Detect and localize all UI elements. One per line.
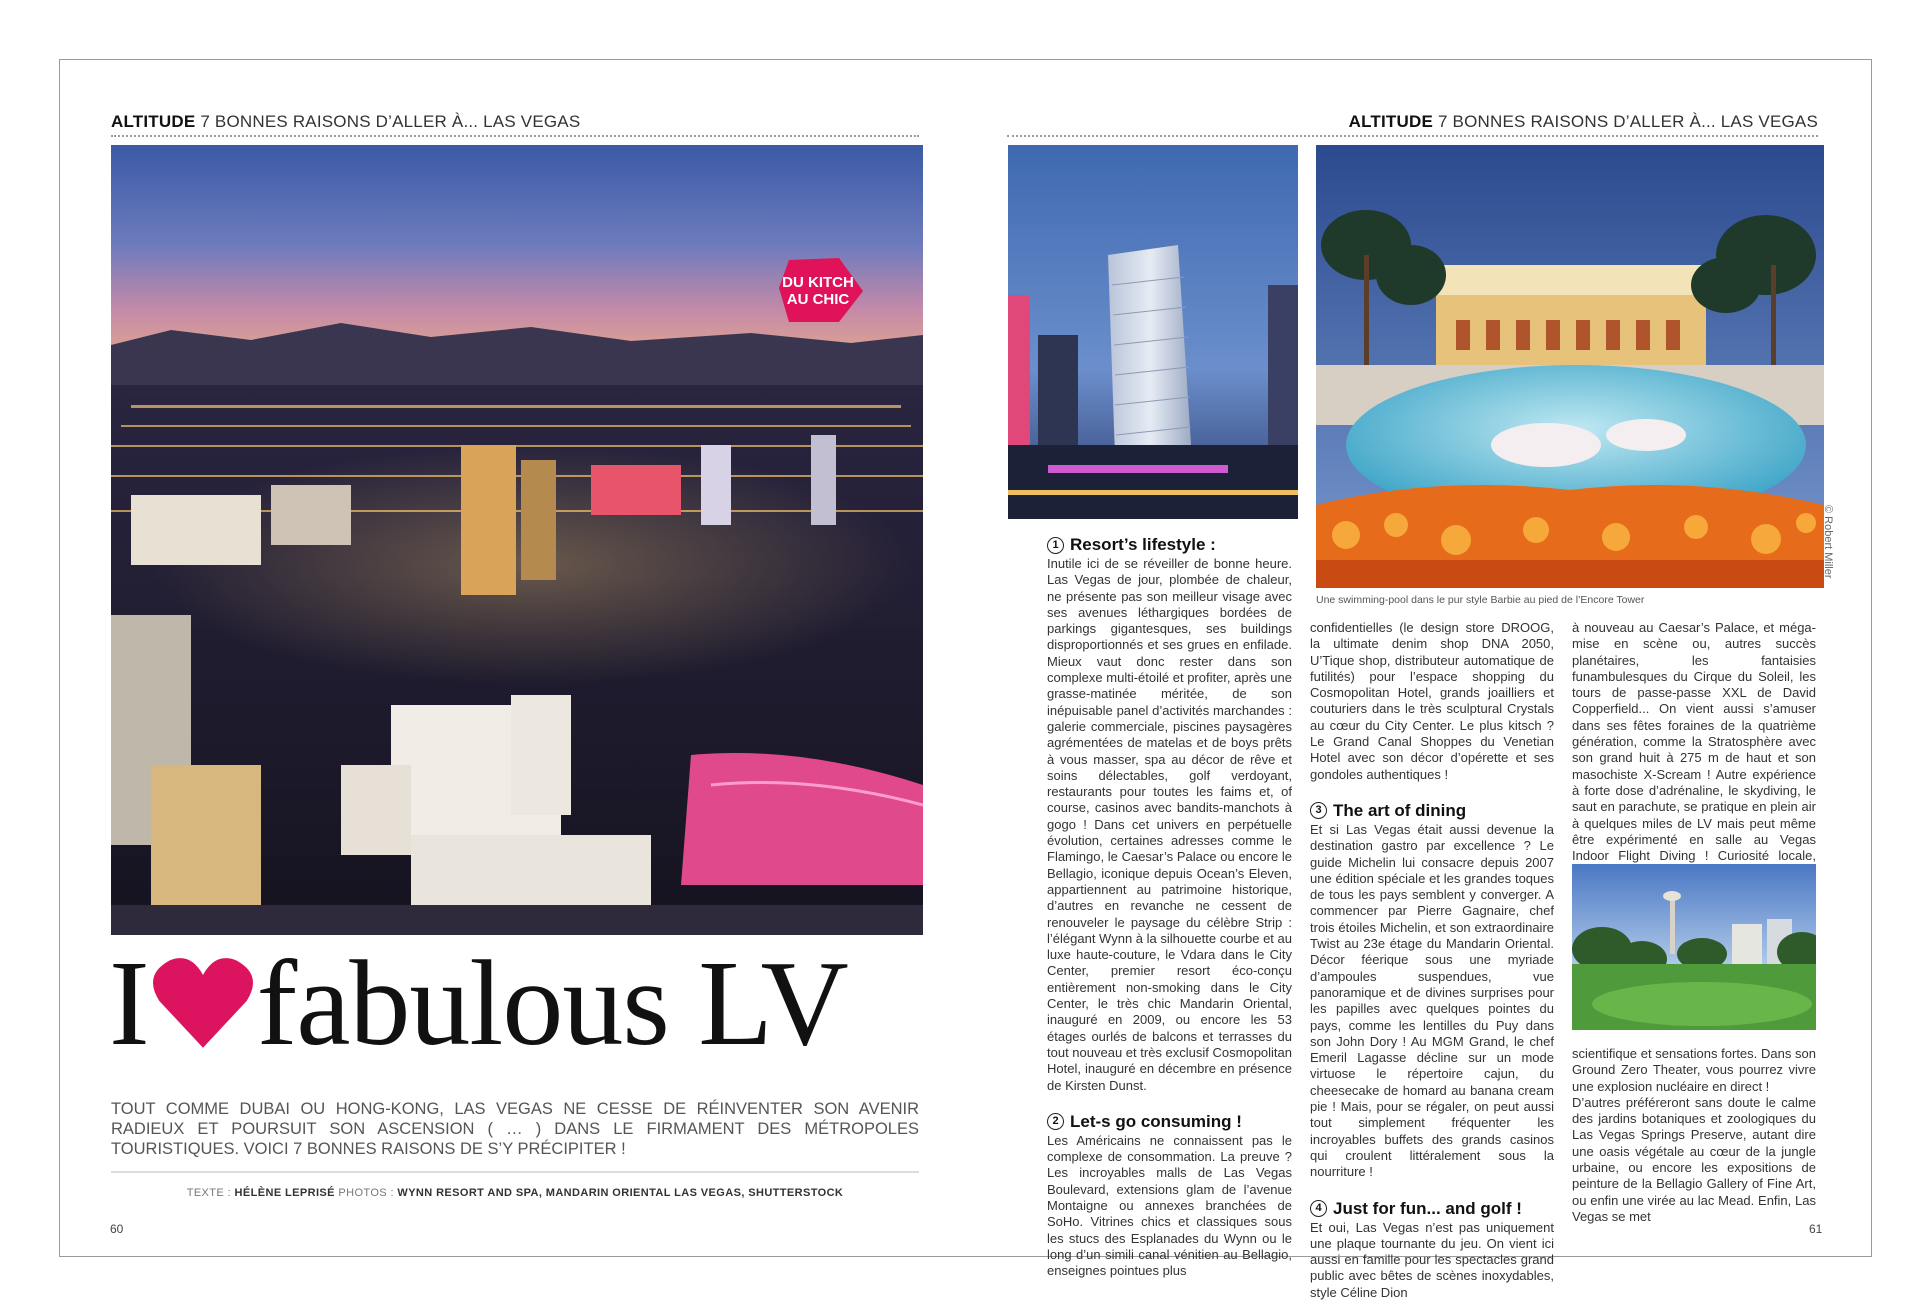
page-number-right: 61 [1809, 1222, 1823, 1236]
section-3-title [1310, 801, 1554, 821]
section-4-title [1310, 1199, 1554, 1219]
page-header-left [111, 112, 919, 137]
title-before: I [109, 936, 149, 1071]
header-section: ALTITUDE [1348, 112, 1434, 131]
encore-pool-photo [1316, 145, 1824, 588]
page-header-right [1007, 112, 1818, 137]
section-4-continuation-2: scientifique et sensations fortes. Dans son Ground Zero Theater, vous pourrez vivre une explosion nucléaire en direct ! [1572, 1046, 1816, 1094]
golf-course-photo [1572, 864, 1816, 1030]
section-3-body: Et si Las Vegas était aussi devenue la destination gastro par excellence ? Le guide Michelin lui consacre depuis 2007 une édition spéciale et les grandes toques de tous les pays semblent y converger. A commencer par Pierre Gagnaire, chef trois étoiles Michelin, et son extraordinaire Twist au 23e étage du Mandarin Oriental. Décor féerique sous une myriade d’ampoules suspendues, vue panoramique et de divines surprises pour les papilles avec quelques pointes du pays, comme les lentilles du Puy dans son John Dory ! Au MGM Grand, le chef Emeril Lagasse décline sur un mode virtuose le répertoire cajun, du cheesecake de homard au banana cream pie ! Mais, pour se régaler, on peut aussi tout simplement fréquenter les incroyables buffets des grands casinos qui croulent littéralement sous la nourriture ! [1310, 821, 1554, 1180]
section-4-continuation: à nouveau au Caesar’s Palace, et méga-mise en scène ou, autres succès planétaires, les fantaisies funambulesques du Cirque du Soleil, les tours de passe-passe XXL de David Copperfield... On vient aussi s’amuser dans ses fêtes foraines de la quatrième génération, comme la Stratosphère avec son grand huit à 275 m de haut et son masochiste X-Scream ! Autre expérience à forte dose d’adrénaline, le skydiving, le saut en parachute, se pratique en plein air à quelques miles de LV mais peut même être expérimenté en salle au Vegas Indoor Flight Diving ! Curiosité locale, [1572, 620, 1816, 864]
section-number: 1 [1047, 537, 1064, 554]
page-number-left: 60 [110, 1222, 124, 1236]
section-1-body: Inutile ici de se réveiller de bonne heure. Las Vegas de jour, plombée de chaleur, ne présente pas son meilleur visage avec ses avenues léthargiques bordées de parkings gigantesques, ses buildings disproportionnés et ses grues en enfilade. Mieux vaut donc rester dans son complexe multi-étoilé et profiter, après une grasse-matinée méritée, de son inépuisable panel d’activités marchandes : galerie commerciale, piscines paysagères agrémentées de matelas et de boys prêts à vous masser, spa au décor de rêve et soins délectables, golf verdoyant, restaurants pour toutes les faims et, of course, casinos avec bandits-manchots à gogo ! Dans cet univers en perpétuelle évolution, certaines adresses comme le Flamingo, le Caesar’s Palace ou encore le Bellagio, iconique depuis Ocean’s Eleven, appartiennent au patrimoine historique, d’autres en revanche ne cessent de renouveler le paysage du célèbre Strip : l’élégant Wynn à la silhouette courbe et au luxe haute-couture, le Vdara dans le City Center, premier resort éco-conçu entièrement non-smoking dans le City Center, le très chic Mandarin Oriental, inauguré en 2009, ou encore les 53 étages ourlés de balcons et terrasses du tout nouveau et très exclusif Cosmopolitan Hotel, inauguré en décembre en présence de Kirsten Dunst. [1047, 556, 1292, 1093]
badge-line-1: DU KITCH [782, 274, 854, 291]
credit-author: HÉLÈNE LEPRISÉ [234, 1187, 335, 1199]
title-after: fabulous LV [256, 936, 848, 1071]
badge-text [779, 274, 857, 308]
header-title: 7 BONNES RAISONS D’ALLER À... LAS VEGAS [200, 112, 581, 131]
section-title-text: The art of dining [1333, 800, 1467, 820]
credit-text-label: TEXTE : [186, 1187, 232, 1199]
credit-line [111, 1187, 919, 1199]
section-2-body: Les Américains ne connaissent pas le complexe de consommation. La preuve ? Les incroyables malls de Las Vegas Boulevard, extensions glam de l’avenue Montaigne ou annexes branchées de SoHo. Vitrines chics et classiques sous les stucs des Esplanades du Wynn ou le long d’un simili canal vénitien au Bellagio, enseignes pointues plus [1047, 1132, 1292, 1279]
badge-line-2: AU CHIC [786, 291, 850, 308]
section-2-title [1047, 1112, 1292, 1132]
section-title-text: Resort’s lifestyle : [1070, 535, 1216, 554]
header-section: ALTITUDE [111, 112, 196, 131]
section-number: 3 [1310, 802, 1327, 819]
credit-photographers: WYNN RESORT AND SPA, MANDARIN ORIENTAL LAS VEGAS, SHUTTERSTOCK [397, 1187, 844, 1199]
header-title: 7 BONNES RAISONS D’ALLER À... LAS VEGAS [1437, 112, 1818, 131]
section-2-continuation: confidentielles (le design store DROOG, la ultimate denim shop DNA 2050, U’Tique shop, distributeur automatique de futilités) pour l’espace shopping du Cosmopolitan Hotel, grands joailliers et couturiers dans le très sculptural Crystals au cœur du City Center. Le plus kitsch ? Le Grand Canal Shoppes du Venetian Hotel avec son décor d’opérette et ses gondoles authentiques ! [1310, 620, 1554, 782]
text-column-3-bottom [1572, 1046, 1816, 1225]
page-title [109, 936, 929, 1071]
text-column-1 [1047, 531, 1292, 1279]
du-kitch-badge [779, 258, 863, 324]
section-1-title [1047, 535, 1292, 555]
mandarin-tower-photo [1008, 145, 1298, 519]
pool-photo-caption: Une swimming-pool dans le pur style Barbie au pied de l’Encore Tower [1316, 594, 1645, 606]
section-title-text: Just for fun... and golf ! [1333, 1198, 1522, 1218]
section-number: 2 [1047, 1113, 1064, 1130]
intro-paragraph: TOUT COMME DUBAI OU HONG-KONG, LAS VEGAS NE CESSE DE RÉINVENTER SON AVENIR RADIEUX ET POURSUIT SON ASCENSION ( … ) DANS LE FIRMAMENT DES MÉTROPOLES TOURISTIQUES. VOICI 7 BONNES RAISONS DE S’Y PRÉCIPITER ! [111, 1099, 919, 1173]
heart-icon [151, 950, 255, 1046]
section-4-continuation-3: D’autres préféreront sans doute le calme des jardins botaniques et zoologiques du Las Vegas Springs Preserve, autant dire une oasis végétale au cœur de la jungle urbaine, ou encore les expositions de peinture de la Bellagio Gallery of Fine Art, ou enfin une virée au lac Mead. Enfin, Las Vegas se met [1572, 1094, 1816, 1224]
section-4-body: Et oui, Las Vegas n’est pas uniquement une plaque tournante du jeu. On vient ici aussi en famille pour les spectacles grand public avec bêtes de scènes inoxydables, style Céline Dion [1310, 1219, 1554, 1300]
photo-credit: © Robert Miller [1822, 505, 1834, 579]
credit-photos-label: PHOTOS : [338, 1187, 394, 1199]
text-column-3 [1572, 620, 1816, 881]
section-title-text: Let-s go consuming ! [1070, 1111, 1242, 1131]
section-number: 4 [1310, 1200, 1327, 1217]
text-column-2 [1310, 620, 1554, 1301]
